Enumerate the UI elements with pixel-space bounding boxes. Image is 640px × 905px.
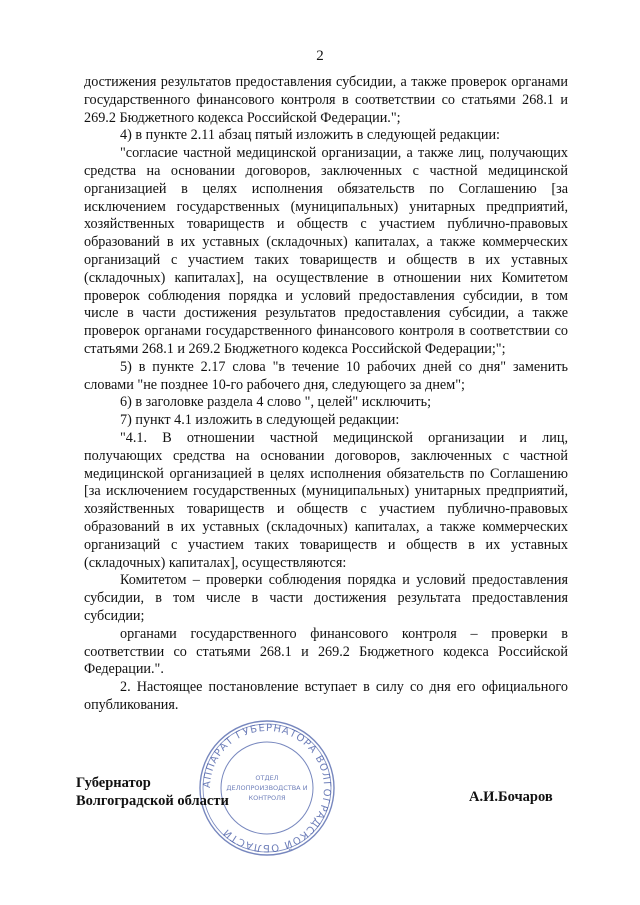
seal-inner-line-3: КОНТРОЛЯ [248,794,286,802]
seal-inner-line-2: ДЕЛОПРОИЗВОДСТВА И [226,784,308,792]
paragraph-financial-control: органами государственного финансового контроля – проверки в соответствии со статьями 268.1 и 269.2 Бюджетного кодекса Российской Федерации.". [84,625,568,678]
paragraph-item-7: 7) пункт 4.1 изложить в следующей редакции: [120,412,400,429]
page-number: 2 [316,48,324,64]
paragraph-quote-2-11: "согласие частной медицинской организации, а также лиц, получающих средства на основании договоров, заключенных с частной медицинской организацией в целях исполнения обязательств по Соглашению [за исключением государственных (муниципальных) унитарных предприятий, хозяйственных товариществ и обществ с участием публично-правовых образований в их уставных (складочных) капиталах, а также коммерческих организаций с участием таких товариществ и обществ в их уставных (складочных) капиталах], на осуществление в отношении них Комитетом проверок соблюдения порядка и условий предоставления субсидии, в том числе в части достижения результатов предоставления субсидии, а также проверок органами государственного финансового контроля в соответствии со статьями 268.1 и 269.2 Бюджетного кодекса Российской Федерации;"; [84,145,568,357]
paragraph-effective-date: 2. Настоящее постановление вступает в силу со дня его официального опубликования. [84,679,568,713]
signature-title-line-1: Губернатор [76,775,151,791]
paragraph-continuation: достижения результатов предоставления субсидии, а также проверок органами государственного финансового контроля в соответствии со статьями 268.1 и 269.2 Бюджетного кодекса Российской Федерации."; [84,74,568,126]
signature-title [76,775,229,810]
document-body [84,74,568,715]
paragraph-item-4: 4) в пункте 2.11 абзац пятый изложить в следующей редакции: [120,127,500,144]
paragraph-committee: Комитетом – проверки соблюдения порядка и условий предоставления субсидии, в том числе в части достижения результата предоставления субсидии; [84,572,568,624]
paragraph-item-5: 5) в пункте 2.17 слова "в течение 10 рабочих дней со дня" заменить словами "не позднее 10-го рабочего дня, следующего за днем"; [84,358,568,393]
seal-inner-line-1: ОТДЕЛ [255,774,279,782]
paragraph-quote-4-1: "4.1. В отношении частной медицинской организации и лиц, получающих средства на основании договоров, заключенных с частной медицинской организацией в целях исполнения обязательств по Соглашению [за исключением государственных (муниципальных) унитарных предприятий, хозяйственных товариществ и обществ с участием публично-правовых образований в их уставных (складочных) капиталах, а также коммерческих организаций с участием таких товариществ и обществ в их уставных (складочных) капиталах], осуществляются: [84,429,568,571]
seal-outer-text: АППАРАТ ГУБЕРНАТОРА ВОЛГОГРАДСКОЙ ОБЛАСТИ [201,722,333,854]
signature-name: А.И.Бочаров [469,789,553,805]
signature-title-line-2: Волгоградской области [76,792,229,809]
paragraph-item-6: 6) в заголовке раздела 4 слово ", целей" исключить; [120,394,432,411]
